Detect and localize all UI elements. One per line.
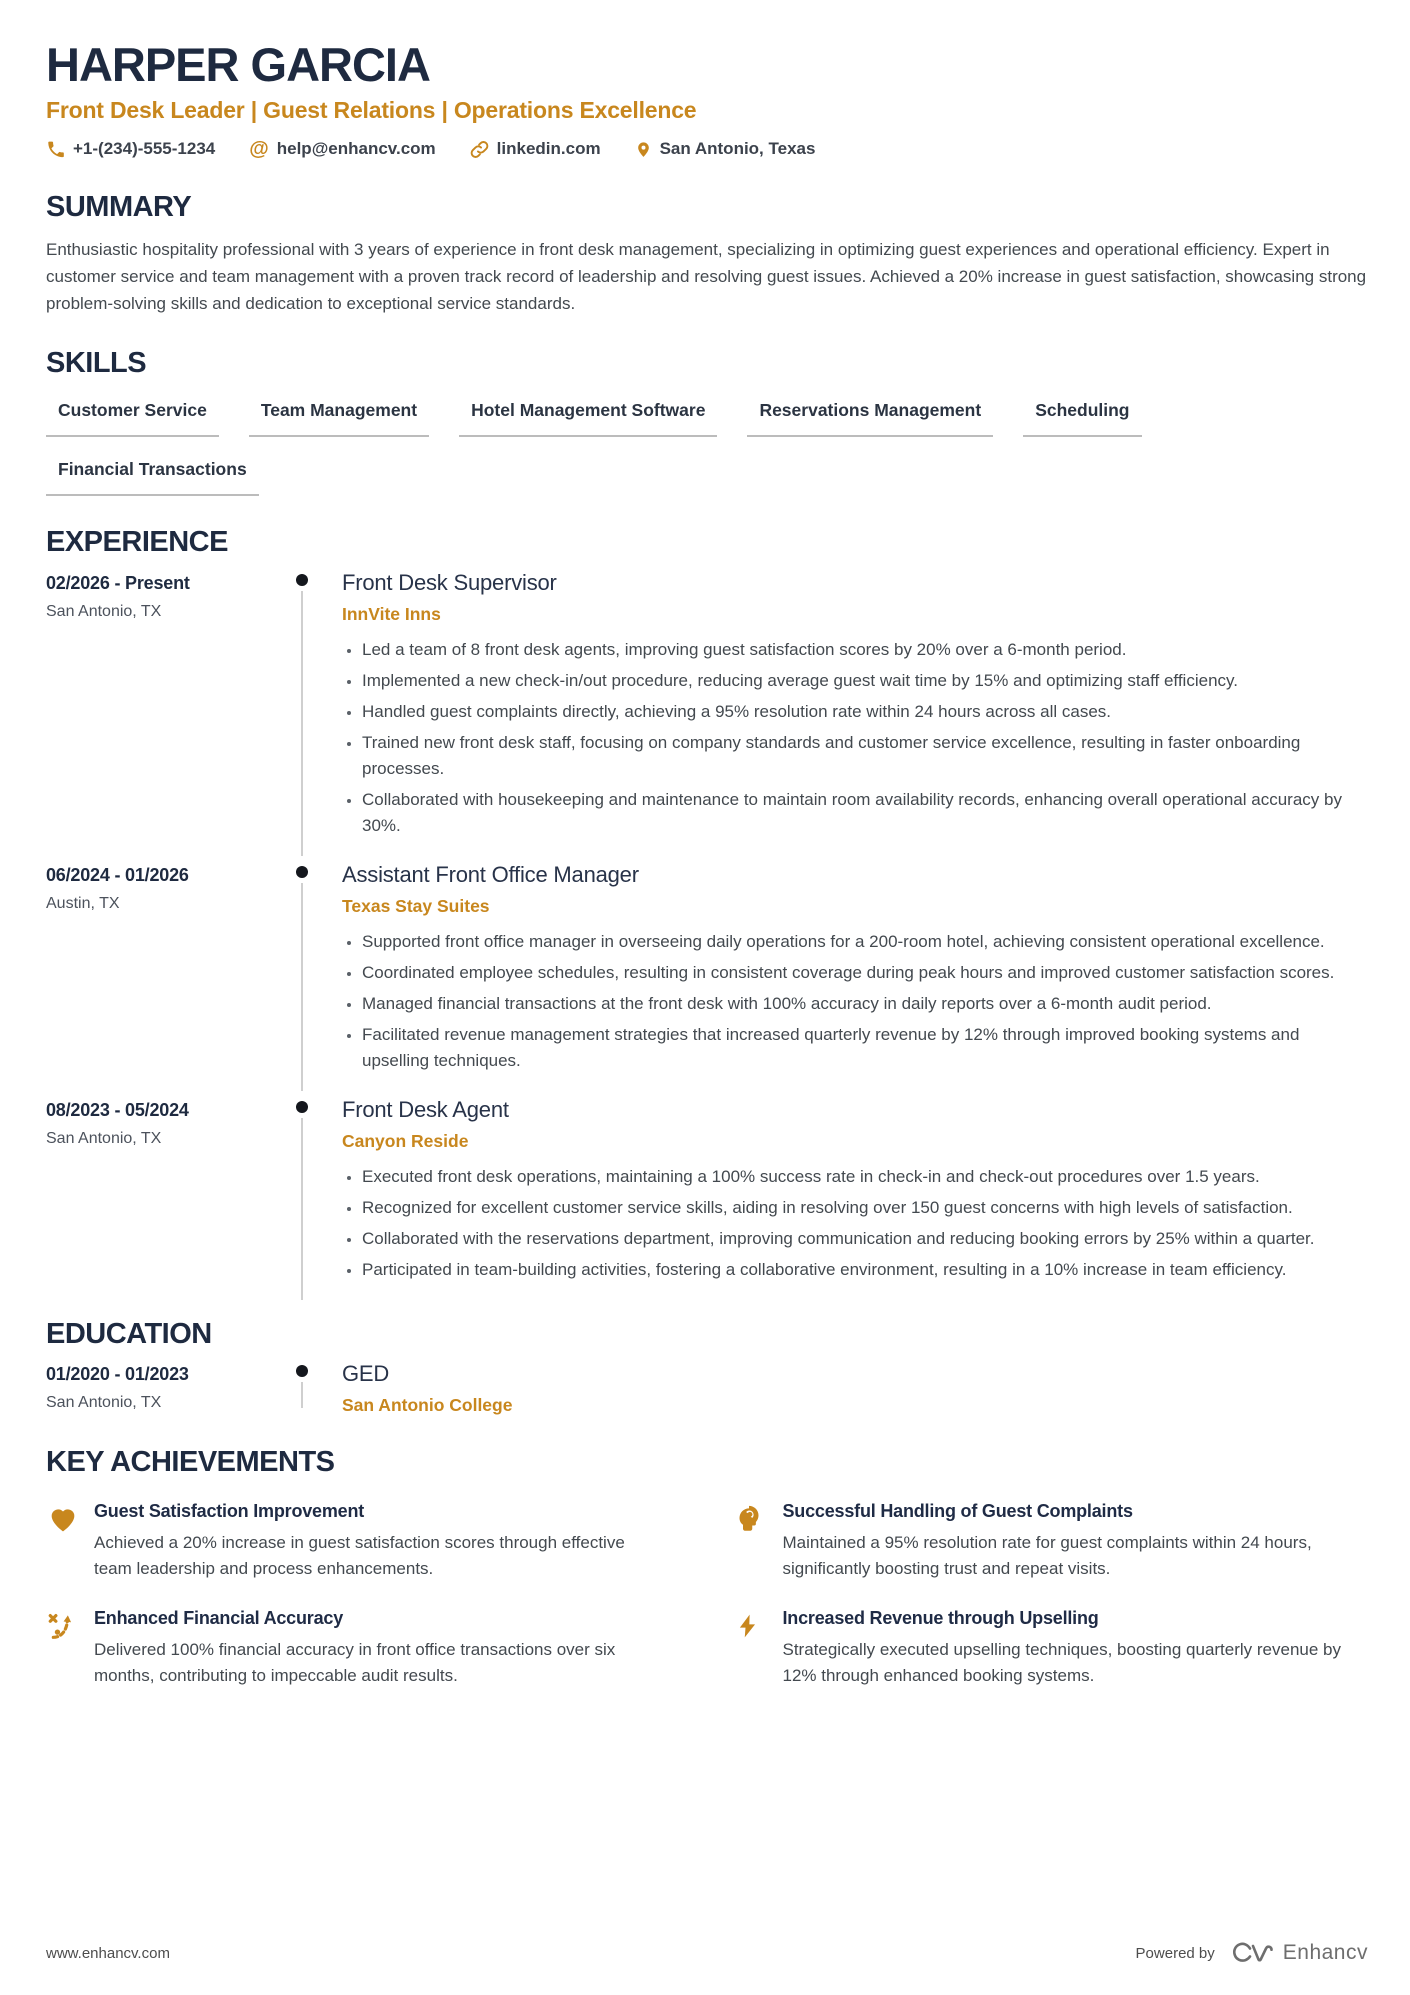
achievement-title: Enhanced Financial Accuracy — [94, 1608, 344, 1629]
entry-job-title: Front Desk Agent — [342, 1096, 509, 1122]
skills-list — [46, 398, 1368, 496]
education-section — [46, 1318, 1368, 1416]
entry-bullets — [342, 637, 1368, 839]
at-icon: @ — [249, 137, 269, 160]
timeline-column — [288, 862, 316, 1079]
achievements-heading: KEY ACHIEVEMENTS — [46, 1446, 335, 1479]
timeline-dot — [296, 574, 308, 586]
job-title-line: Front Desk Leader | Guest Relations | Operations Excellence — [46, 96, 697, 123]
phone-contact[interactable] — [46, 139, 215, 159]
footer-branding — [1136, 1939, 1368, 1967]
head-icon — [735, 1501, 783, 1582]
entry-dates: 01/2020 - 01/2023 — [46, 1364, 189, 1385]
experience-entry — [46, 570, 1368, 844]
enhancv-logo[interactable] — [1229, 1939, 1368, 1967]
bullet-item: • Collaborated with housekeeping and maintenance to maintain room availability records, enhancing overall operational accuracy by 30%. — [362, 787, 1368, 839]
experience-section — [46, 526, 1368, 1287]
achievements-grid — [46, 1501, 1368, 1689]
entry-body — [316, 862, 1368, 1079]
enhancv-brand-name: Enhancv — [1282, 1941, 1368, 1964]
entry-bullets — [342, 929, 1368, 1074]
timeline-line — [301, 1118, 303, 1300]
experience-heading: EXPERIENCE — [46, 526, 228, 559]
achievement-text: Achieved a 20% increase in guest satisfaction scores through effective team leadership and process enhancements. — [94, 1533, 625, 1579]
entry-company: Canyon Reside — [342, 1130, 469, 1151]
achievements-section — [46, 1446, 1368, 1689]
entry-body — [316, 1361, 1368, 1416]
skills-heading: SKILLS — [46, 347, 147, 380]
achievement-title: Guest Satisfaction Improvement — [94, 1501, 365, 1522]
degree-title: GED — [342, 1361, 390, 1387]
location-text: San Antonio, Texas — [659, 139, 816, 159]
entry-dates: 08/2023 - 05/2024 — [46, 1099, 189, 1120]
tactics-icon — [46, 1608, 94, 1689]
timeline-column — [288, 570, 316, 844]
footer-site-url[interactable]: www.enhancv.com — [46, 1944, 170, 1962]
entry-company: InnVite Inns — [342, 603, 441, 624]
entry-location: Austin, TX — [46, 894, 120, 912]
education-entry — [46, 1361, 1368, 1416]
entry-body — [316, 570, 1368, 844]
skill-item: Customer Service — [46, 398, 219, 437]
entry-location: San Antonio, TX — [46, 1129, 162, 1147]
enhancv-logo-icon — [1229, 1939, 1275, 1967]
education-heading: EDUCATION — [46, 1317, 212, 1350]
achievement-content — [783, 1608, 1369, 1689]
entry-meta — [46, 570, 288, 844]
summary-heading: SUMMARY — [46, 190, 192, 223]
achievement-item — [735, 1608, 1369, 1689]
experience-entry — [46, 1097, 1368, 1288]
bullet-item: • Recognized for excellent customer service skills, aiding in resolving over 150 guest concerns with high levels of satisfaction. — [362, 1195, 1368, 1221]
achievement-content — [94, 1608, 680, 1689]
location-icon — [635, 140, 652, 159]
timeline-dot — [296, 1365, 308, 1377]
achievement-text: Maintained a 95% resolution rate for guest complaints within 24 hours, significantly boosting trust and repeat visits. — [782, 1533, 1312, 1579]
skill-item: Hotel Management Software — [459, 398, 717, 437]
bullet-item: • Supported front office manager in overseeing daily operations for a 200-room hotel, achieving consistent operational excellence. — [362, 929, 1368, 955]
achievement-item — [46, 1608, 680, 1689]
page-footer — [46, 1939, 1368, 1967]
skills-section — [46, 347, 1368, 496]
timeline-column — [288, 1097, 316, 1288]
experience-entry — [46, 862, 1368, 1079]
resume-header — [46, 40, 1368, 161]
bullet-item: • Coordinated employee schedules, resulting in consistent coverage during peak hours and improved customer satisfaction scores. — [362, 960, 1368, 986]
linkedin-contact[interactable] — [470, 139, 601, 159]
entry-company: Texas Stay Suites — [342, 895, 490, 916]
contact-row — [46, 138, 1368, 161]
page-title: HARPER GARCIA — [46, 38, 430, 91]
entry-dates: 02/2026 - Present — [46, 572, 190, 593]
linkedin-url: linkedin.com — [496, 139, 601, 159]
bullet-item: • Participated in team-building activities, fostering a collaborative environment, resulting in a 10% increase in team efficiency. — [362, 1257, 1368, 1283]
summary-text: Enthusiastic hospitality professional with 3 years of experience in front desk management, specializing in optimizing guest experiences and operational efficiency. Expert in customer service and team management with a proven track record of leadership and resolving guest issues. Achieved a 20% increase in guest satisfaction, showcasing strong problem-solving skills and dedication to exceptional service standards. — [46, 240, 1367, 314]
timeline-line — [301, 1382, 303, 1408]
achievement-content — [783, 1501, 1369, 1582]
bullet-item: • Facilitated revenue management strategies that increased quarterly revenue by 12% through improved booking systems and upselling techniques. — [362, 1022, 1368, 1074]
bullet-item: • Led a team of 8 front desk agents, improving guest satisfaction scores by 20% over a 6-month period. — [362, 637, 1368, 663]
entry-location: San Antonio, TX — [46, 602, 162, 620]
bullet-item: • Executed front desk operations, maintaining a 100% success rate in check-in and check-out procedures over 1.5 years. — [362, 1164, 1368, 1190]
bullet-item: • Implemented a new check-in/out procedure, reducing average guest wait time by 15% and optimizing staff efficiency. — [362, 668, 1368, 694]
entry-bullets — [342, 1164, 1368, 1283]
powered-by-label: Powered by — [1135, 1944, 1215, 1962]
achievement-title: Increased Revenue through Upselling — [782, 1608, 1099, 1629]
entry-meta — [46, 862, 288, 1079]
entry-body — [316, 1097, 1368, 1288]
skill-item: Scheduling — [1023, 398, 1141, 437]
school-name: San Antonio College — [342, 1395, 513, 1416]
achievement-item — [735, 1501, 1369, 1582]
entry-meta — [46, 1097, 288, 1288]
skill-item: Reservations Management — [747, 398, 993, 437]
entry-meta — [46, 1361, 288, 1416]
entry-job-title: Assistant Front Office Manager — [342, 861, 639, 887]
bullet-item: • Managed financial transactions at the front desk with 100% accuracy in daily reports over a 6-month audit period. — [362, 991, 1368, 1017]
entry-dates: 06/2024 - 01/2026 — [46, 864, 189, 885]
bullet-item: • Collaborated with the reservations department, improving communication and reducing booking errors by 25% within a quarter. — [362, 1226, 1368, 1252]
summary-section — [46, 191, 1368, 317]
phone-icon — [46, 140, 65, 159]
timeline-line — [301, 883, 303, 1091]
achievement-text: Delivered 100% financial accuracy in front office transactions over six months, contributing to impeccable audit results. — [94, 1640, 616, 1686]
skill-item: Team Management — [249, 398, 429, 437]
location-contact — [635, 139, 816, 159]
bullet-item: • Trained new front desk staff, focusing on company standards and customer service excellence, resulting in faster onboarding processes. — [362, 730, 1368, 782]
timeline-dot — [296, 866, 308, 878]
bullet-item: • Handled guest complaints directly, achieving a 95% resolution rate within 24 hours across all cases. — [362, 699, 1368, 725]
email-contact[interactable] — [249, 138, 435, 161]
timeline-dot — [296, 1101, 308, 1113]
entry-location: San Antonio, TX — [46, 1394, 162, 1412]
link-icon — [470, 140, 489, 159]
email-address: help@enhancv.com — [276, 139, 436, 159]
heart-icon — [46, 1501, 94, 1582]
timeline-column — [288, 1361, 316, 1416]
achievement-title: Successful Handling of Guest Complaints — [782, 1501, 1133, 1522]
phone-number: +1-(234)-555-1234 — [73, 139, 216, 159]
skill-item: Financial Transactions — [46, 457, 259, 496]
achievement-content — [94, 1501, 680, 1582]
timeline-line — [301, 591, 303, 856]
achievement-item — [46, 1501, 680, 1582]
bolt-icon — [735, 1608, 783, 1689]
entry-job-title: Front Desk Supervisor — [342, 569, 557, 595]
achievement-text: Strategically executed upselling techniques, boosting quarterly revenue by 12% through enhanced booking systems. — [782, 1640, 1342, 1686]
